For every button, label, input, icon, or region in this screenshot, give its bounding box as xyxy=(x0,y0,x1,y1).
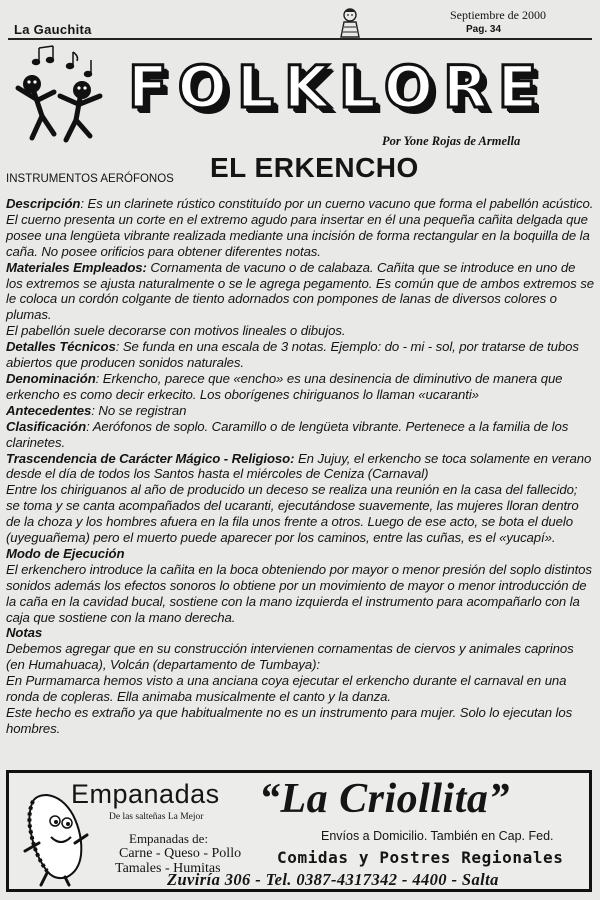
label-modo xyxy=(6,546,594,562)
publication-name: La Gauchita xyxy=(14,22,92,37)
label-notas xyxy=(6,625,594,641)
paragraph-antecedentes xyxy=(6,403,594,419)
ad-delivery-info: Envíos a Domicilio. También en Cap. Fed. xyxy=(321,829,554,843)
issue-date: Septiembre de 2000 xyxy=(450,8,546,22)
label-materiales: Materiales Empleados: xyxy=(6,259,147,275)
header-divider xyxy=(8,38,592,40)
label-descripcion: Descripción xyxy=(6,196,81,211)
article-body xyxy=(6,196,594,737)
text-denominacion: : Erkencho, parece que «encho» es una desinencia de diminutivo de manera que erkencho es como decir erkecito. Los oborígenes chiriguanos lo llaman «ucaranti» xyxy=(6,370,563,402)
label-antecedentes: Antecedentes xyxy=(6,402,92,418)
paragraph-extrano: Este hecho es extraño ya que habitualmente no es un instrumento para mujer. Solo lo ejecutan los hombres. xyxy=(6,705,573,736)
section-title: FOLKLORE xyxy=(128,53,548,121)
dancers-illustration-icon xyxy=(4,44,124,144)
paragraph-denominacion xyxy=(6,371,594,403)
text-trascendencia: En Jujuy, el erkencho se toca solamente en verano desde el día de todos los Santos hasta el miércoles de Ceniza (Carnaval) xyxy=(6,450,592,482)
ad-heading: Empanadas xyxy=(71,779,220,809)
paragraph-pabellon: El pabellón suele decorarse con motivos lineales o dibujos. xyxy=(6,323,346,339)
ad-menu-line-2: Tamales - Humitas xyxy=(115,861,221,876)
paragraph-detalles xyxy=(6,339,594,371)
paragraph-notas: Debemos agregar que en su construcción intervienen cornamentas de ciervos y animales caprinos (en Humahuaca), Volcán (departamento de Tumbaya): xyxy=(6,641,574,673)
label-trascendencia: Trascendencia de Carácter Mágico - Religioso: xyxy=(6,450,295,466)
paragraph-chiriguanos: Entre los chiriguanos al año de producido un deceso se realiza una reunión en la casa del fallecido; se toma y se canta acompañados del ucaranti, ejecutándose suavemente, las mujeres lloran dentro de la choza y los hombres afuera en la fila unos frente a otros. Luego de ese acto, se bota el duelo (uyeguañema) pero el muerto puede aparecer por los caminos, entre las cuñas, es el «yucapí». xyxy=(6,482,579,546)
text-descripcion: : Es un clarinete rústico constituído por un cuerno vacuno que forma el pabellón acústico. El cuerno presenta un corte en el extremo agudo para insertar en él una pequeña cañita delgada que posee una lengüeta vibrante realizada mediante una incisión de forma rectangular en la boquilla de la caña. No posee orificios para obtener diferentes notas. xyxy=(6,196,594,259)
ad-address: Zuviría 306 - Tel. 0387-4317342 - 4400 - Salta xyxy=(167,870,499,889)
doll-icon xyxy=(338,6,362,40)
text-materiales: Cornamenta de vacuno o de calabaza. Cañita que se introduce en uno de los extremos se ajusta naturalmente o se le agrega pegamento. Es común que de ambos extremos se le coloca un cordón colgante de tiento adornados con pompones de lanas de diversos colores o plumas. xyxy=(6,259,594,323)
text-clasificacion: : Aerófonos de soplo. Caramillo o de lengüeta vibrante. Pertenece a la familia de los clarinetes. xyxy=(6,418,569,450)
paragraph-materiales xyxy=(6,260,594,324)
paragraph-clasificacion xyxy=(6,419,594,451)
paragraph-trascendencia xyxy=(6,451,594,483)
ad-menu-line-1: Carne - Queso - Pollo xyxy=(119,846,242,861)
advertisement xyxy=(6,770,592,892)
ad-menu-heading: Empanadas de: xyxy=(129,831,209,846)
text-antecedentes: : No se registran xyxy=(91,402,187,418)
label-notas-text: Notas xyxy=(6,625,43,641)
text-detalles: : Se funda en una escala de 3 notas. Ejemplo: do - mi - sol, por tratarse de tubos abiertos que producen sonidos naturales. xyxy=(6,339,579,371)
ad-specialties: Comidas y Postres Regionales xyxy=(277,848,564,867)
label-clasificacion: Clasificación xyxy=(6,418,87,434)
ad-brand-name: “La Criollita” xyxy=(259,776,510,822)
author-byline: Por Yone Rojas de Armella xyxy=(382,134,521,148)
page-number: Pag. 34 xyxy=(466,24,502,35)
article-title: EL ERKENCHO xyxy=(210,152,419,183)
category-label: INSTRUMENTOS AERÓFONOS xyxy=(6,173,174,185)
paragraph-descripcion xyxy=(6,196,594,260)
label-detalles: Detalles Técnicos xyxy=(6,339,116,355)
label-modo-text: Modo de Ejecución xyxy=(6,545,125,561)
paragraph-modo: El erkenchero introduce la cañita en la boca obteniendo por mayor o menor presión del soplo distintos sonidos además los efectos sonoros lo obtiene por un movimiento de mayor o menor introducción de la caña en la cavidad bucal, sostiene con la mano izquierda el instrumento para acompañarlo con la caja que sostiene con la mano derecha. xyxy=(6,561,592,625)
ad-tagline: De las salteñas La Mejor xyxy=(109,812,204,822)
label-denominacion: Denominación xyxy=(6,370,96,386)
paragraph-purmamarca: En Purmamarca hemos visto a una anciana coya ejecutar el erkencho durante el carnaval en una ronda de copleras. Ella animaba musicalmente el canto y la danza. xyxy=(6,673,567,705)
